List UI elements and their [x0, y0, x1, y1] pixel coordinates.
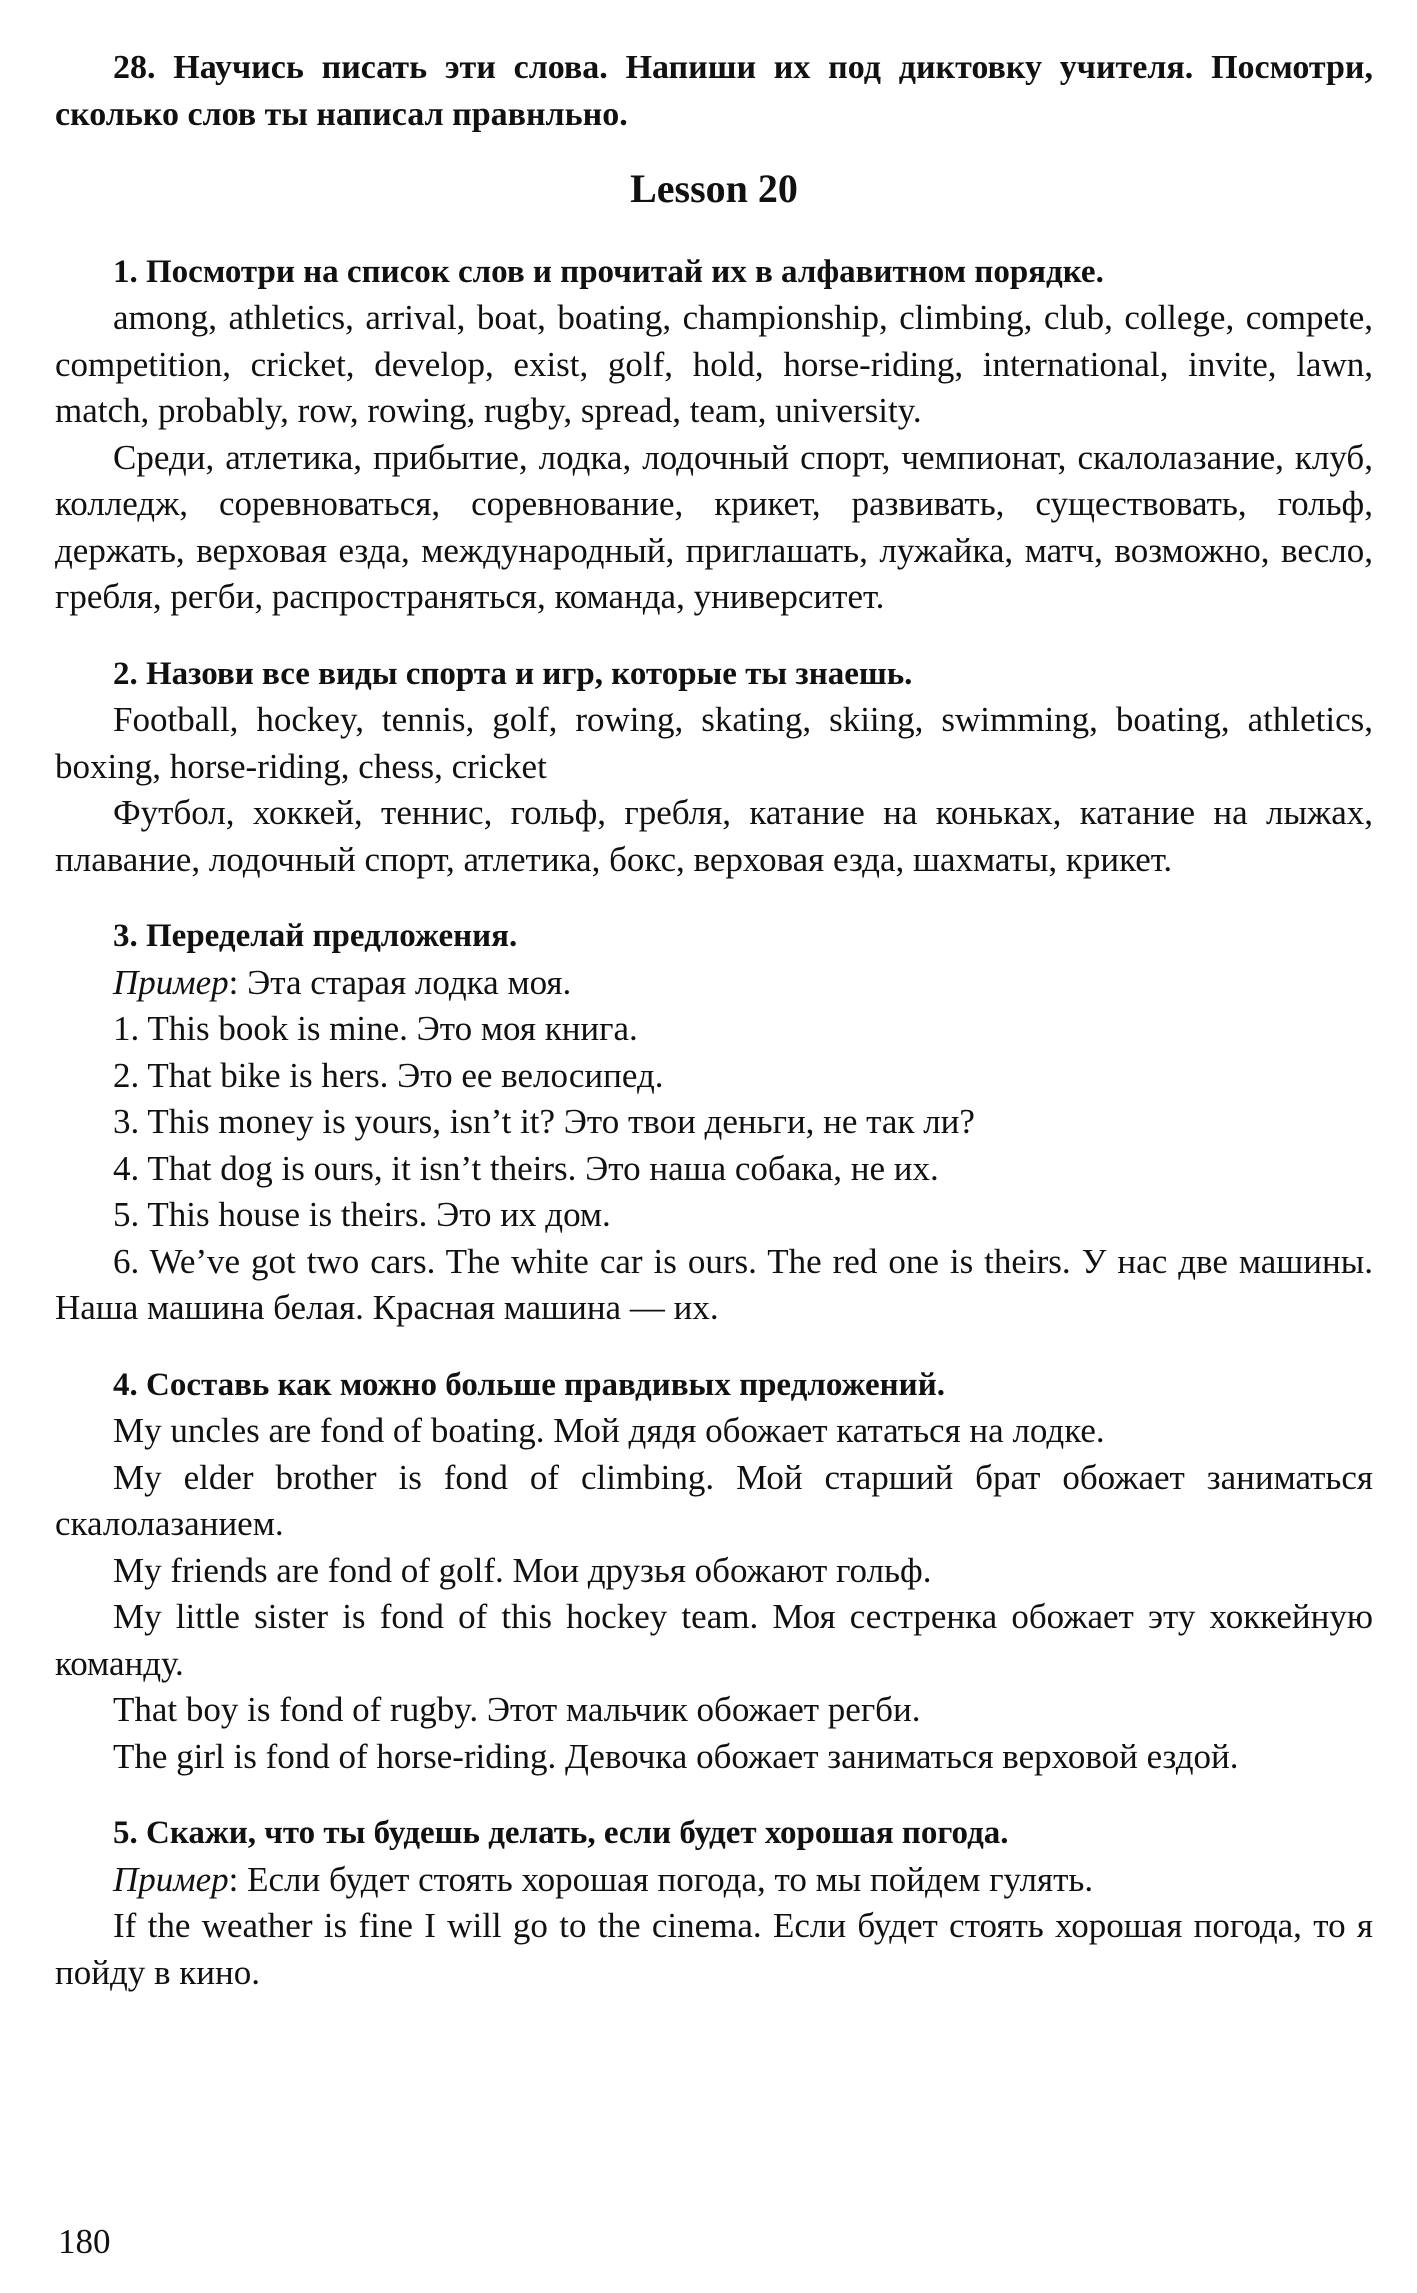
- paragraph: Football, hockey, tennis, golf, rowing, skating, skiing, swimming, boating, athletics, boxing, horse-riding, chess, cricket: [55, 700, 1373, 786]
- paragraph: My little sister is fond of this hockey team. Моя сестренка обожает эту хоккейную команду.: [55, 1597, 1373, 1683]
- exercise-heading: 2. Назови все виды спорта и игр, которые ты знаешь.: [113, 655, 913, 692]
- paragraph: My elder brother is fond of climbing. Мой старший брат обожает заниматься скалолазанием.: [55, 1457, 1373, 1543]
- paragraph: 3. This money is yours, isn’t it? Это твои деньги, не так ли?: [113, 1102, 975, 1141]
- exercise-heading: 4. Составь как можно больше правдивых предложений.: [113, 1366, 945, 1403]
- paragraph: 2. That bike is hers. Это ее велосипед.: [113, 1055, 664, 1095]
- paragraph: Среди, атлетика, прибытие, лодка, лодочный спорт, чемпионат, скалолазание, клуб, колледж, соревноваться, соревнование, крикет, развивать, существовать, гольф, держать, верховая езда, международный, приглашать, лужайка, матч, возможно, весло, гребля, регби, распространяться, команда, университет.: [55, 437, 1373, 616]
- paragraph: If the weather is fine I will go to the cinema. Если будет стоять хорошая погода, то я пойду в кино.: [55, 1906, 1373, 1992]
- paragraph: That boy is fond of rugby. Этот мальчик обожает регби.: [113, 1690, 921, 1729]
- lesson-title: Lesson 20: [630, 166, 798, 211]
- exercise-heading: 1. Посмотри на список слов и прочитай их в алфавитном порядке.: [113, 253, 1104, 290]
- exercise-heading: 5. Скажи, что ты будешь делать, если будет хорошая погода.: [113, 1815, 1009, 1851]
- page-number: 180: [58, 2222, 111, 2261]
- paragraph: among, athletics, arrival, boat, boating, championship, climbing, club, college, compete, competition, cricket, develop, exist, golf, hold, horse-riding, international, invite, lawn, match, probably, row, rowing, rugby, spread, team, university.: [55, 298, 1373, 430]
- exercise-5: [55, 1810, 1373, 1996]
- paragraph: Футбол, хоккей, теннис, гольф, гребля, катание на коньках, катание на лыжах, плавание, лодочный спорт, атлетика, бокс, верховая езда, шахматы, крикет.: [55, 793, 1373, 879]
- exercise-3: [55, 913, 1373, 1332]
- example-text: : Если будет стоять хорошая погода, то мы пойдем гулять.: [228, 1859, 1094, 1899]
- exercise-heading: 3. Переделай предложения.: [113, 918, 518, 954]
- exercise-4: [55, 1362, 1373, 1781]
- exercise-2: [55, 651, 1373, 884]
- textbook-page: [55, 44, 1373, 1996]
- example-line: [55, 1857, 1373, 1904]
- paragraph: 1. This book is mine. Это моя книга.: [113, 1009, 638, 1048]
- paragraph: My uncles are fond of boating. Мой дядя обожает кататься на лодке.: [113, 1411, 1105, 1450]
- exercise-28-instruction: 28. Научись писать эти слова. Напиши их под диктовку учителя. Посмотри, сколько слов ты написал правнльно.: [55, 49, 1373, 133]
- example-label: Пример: [113, 1859, 229, 1899]
- paragraph: 5. This house is theirs. Это их дом.: [113, 1195, 611, 1234]
- paragraph: My friends are fond of golf. Мои друзья обожают гольф.: [113, 1550, 932, 1590]
- example-text: : Эта старая лодка моя.: [228, 962, 572, 1002]
- example-line: [55, 960, 1373, 1007]
- paragraph: 4. That dog is ours, it isn’t theirs. Это наша собака, не их.: [113, 1148, 939, 1188]
- paragraph: 6. We’ve got two cars. The white car is ours. The red one is theirs. У нас две машины. Наша машина белая. Красная машина — их.: [55, 1241, 1373, 1327]
- paragraph: The girl is fond of horse-riding. Девочка обожает заниматься верховой ездой.: [113, 1736, 1239, 1776]
- exercise-1: [55, 249, 1373, 621]
- example-label: Пример: [113, 962, 229, 1002]
